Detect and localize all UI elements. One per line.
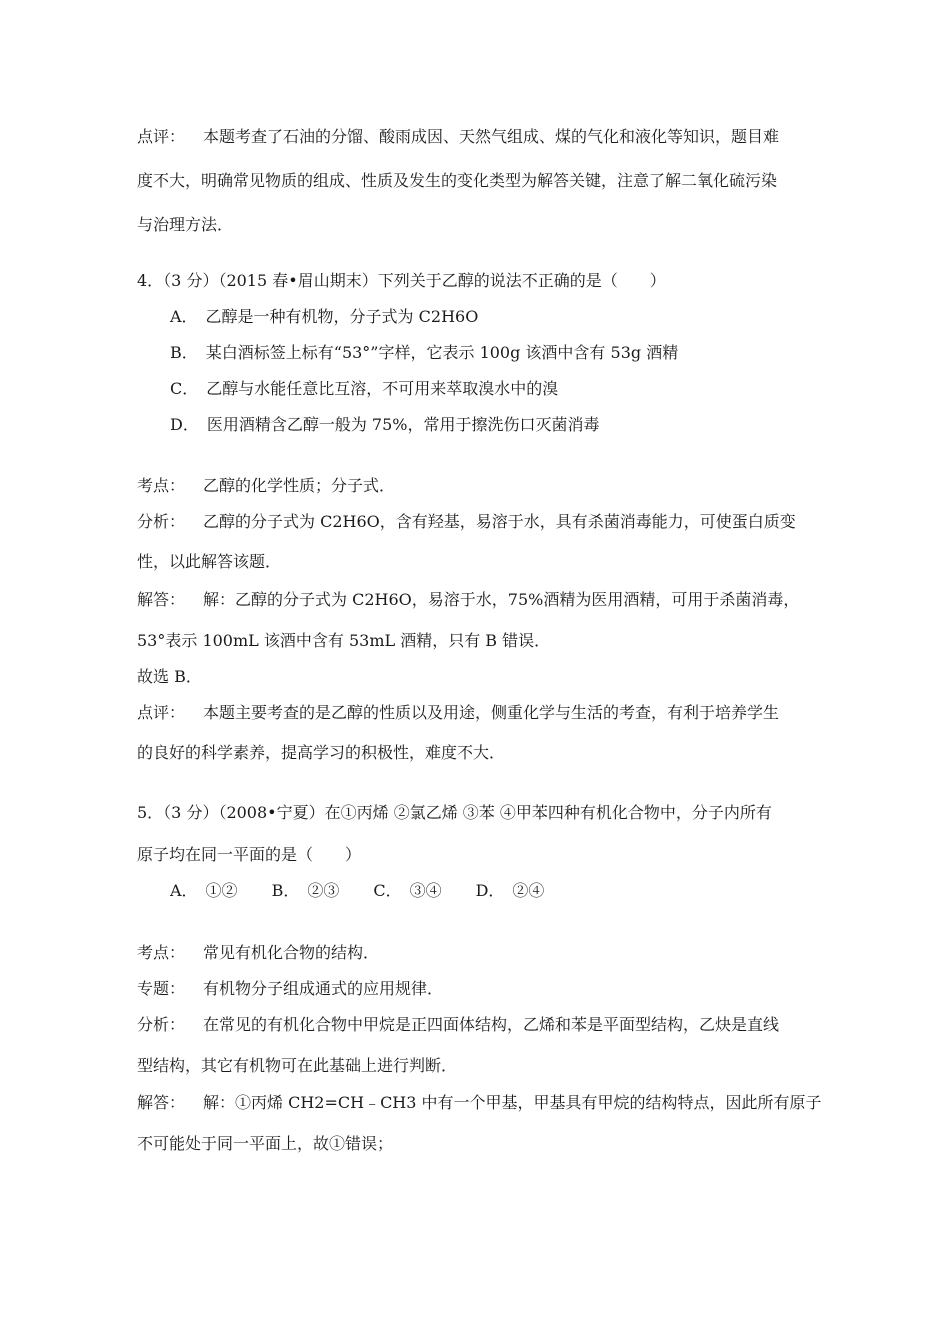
q5-fenxi-line2: 型结构，其它有机物可在此基础上进行判断． [137, 1056, 458, 1075]
q5-jieda-label: 解答： [137, 1093, 186, 1112]
q5-zhuanti-label: 专题： [137, 979, 186, 998]
q5-options [170, 881, 544, 901]
q5-zhuanti [137, 979, 443, 999]
q3-comment-line1 [137, 127, 779, 147]
q4-option-c: C． 乙醇与水能任意比互溶，不可用来萃取溴水中的溴 [170, 379, 559, 398]
q3-comment-line2: 度不大，明确常见物质的组成、性质及发生的变化类型为解答关键，注意了解二氧化硫污染 [137, 171, 778, 190]
q5-fenxi-line1 [137, 1015, 779, 1035]
q4-option-a: A． 乙醇是一种有机物，分子式为 C2H6O [170, 307, 479, 326]
q5-option-d: D． ②④ [475, 881, 545, 900]
q4-fenxi-text1: 乙醇的分子式为 C2H6O，含有羟基，易溶于水，具有杀菌消毒能力，可使蛋白质变 [203, 512, 796, 531]
q3-comment-label: 点评： [137, 127, 186, 146]
q4-jieda-line2: 53°表示 100mL 该酒中含有 53mL 酒精，只有 B 错误． [137, 631, 551, 650]
q4-dianping-text1: 本题主要考查的是乙醇的性质以及用途，侧重化学与生活的考查，有利于培养学生 [203, 703, 780, 722]
q4-option-d: D． 医用酒精含乙醇一般为 75%，常用于擦洗伤口灭菌消毒 [170, 415, 600, 434]
q4-jieda-label: 解答： [137, 590, 186, 609]
q5-jieda-line2: 不可能处于同一平面上，故①错误； [137, 1134, 394, 1153]
q4-answer: 故选 B． [137, 667, 202, 686]
q4-kaodian-text: 乙醇的化学性质；分子式． [203, 476, 396, 495]
q5-kaodian-label: 考点： [137, 943, 186, 962]
q5-kaodian-text: 常见有机化合物的结构． [203, 943, 380, 962]
q4-option-b: B． 某白酒标签上标有“53°”字样，它表示 100g 该酒中含有 53g 酒精 [170, 343, 679, 362]
q4-stem: 4．（3 分）（2015 春•眉山期末）下列关于乙醇的说法不正确的是（ ） [137, 271, 666, 290]
q5-fenxi-label: 分析： [137, 1015, 186, 1034]
q5-stem-line1: 5．（3 分）（2008•宁夏）在①丙烯 ②氯乙烯 ③苯 ④甲苯四种有机化合物中，分子内所有 [137, 803, 772, 822]
q5-jieda-text1: 解：①丙烯 CH2=CH﹣CH3 中有一个甲基，甲基具有甲烷的结构特点，因此所有原子 [203, 1093, 822, 1112]
q5-stem-line2: 原子均在同一平面的是（ ） [137, 845, 362, 864]
q4-dianping-line1 [137, 703, 779, 723]
q4-dianping-label: 点评： [137, 703, 186, 722]
q4-fenxi-label: 分析： [137, 512, 186, 531]
q5-option-a: A． ①② [170, 881, 238, 900]
q4-jieda-line1 [137, 590, 799, 610]
q5-zhuanti-text: 有机物分子组成通式的应用规律． [203, 979, 444, 998]
q4-fenxi-line1 [137, 512, 796, 532]
q4-kaodian-label: 考点： [137, 476, 186, 495]
q5-jieda-line1 [137, 1093, 822, 1113]
q3-comment-line3: 与治理方法． [137, 215, 234, 234]
q3-comment-text1: 本题考查了石油的分馏、酸雨成因、天然气组成、煤的气化和液化等知识，题目难 [203, 127, 780, 146]
q5-option-c: C． ③④ [373, 881, 442, 900]
q5-option-b: B． ②③ [271, 881, 340, 900]
q5-kaodian [137, 943, 379, 963]
q5-fenxi-text1: 在常见的有机化合物中甲烷是正四面体结构，乙烯和苯是平面型结构，乙炔是直线 [203, 1015, 780, 1034]
q4-jieda-text1: 解：乙醇的分子式为 C2H6O，易溶于水，75%酒精为医用酒精，可用于杀菌消毒， [203, 590, 800, 609]
q4-fenxi-line2: 性，以此解答该题． [137, 552, 282, 571]
q4-dianping-line2: 的良好的科学素养，提高学习的积极性，难度不大． [137, 743, 506, 762]
q4-kaodian [137, 476, 395, 496]
